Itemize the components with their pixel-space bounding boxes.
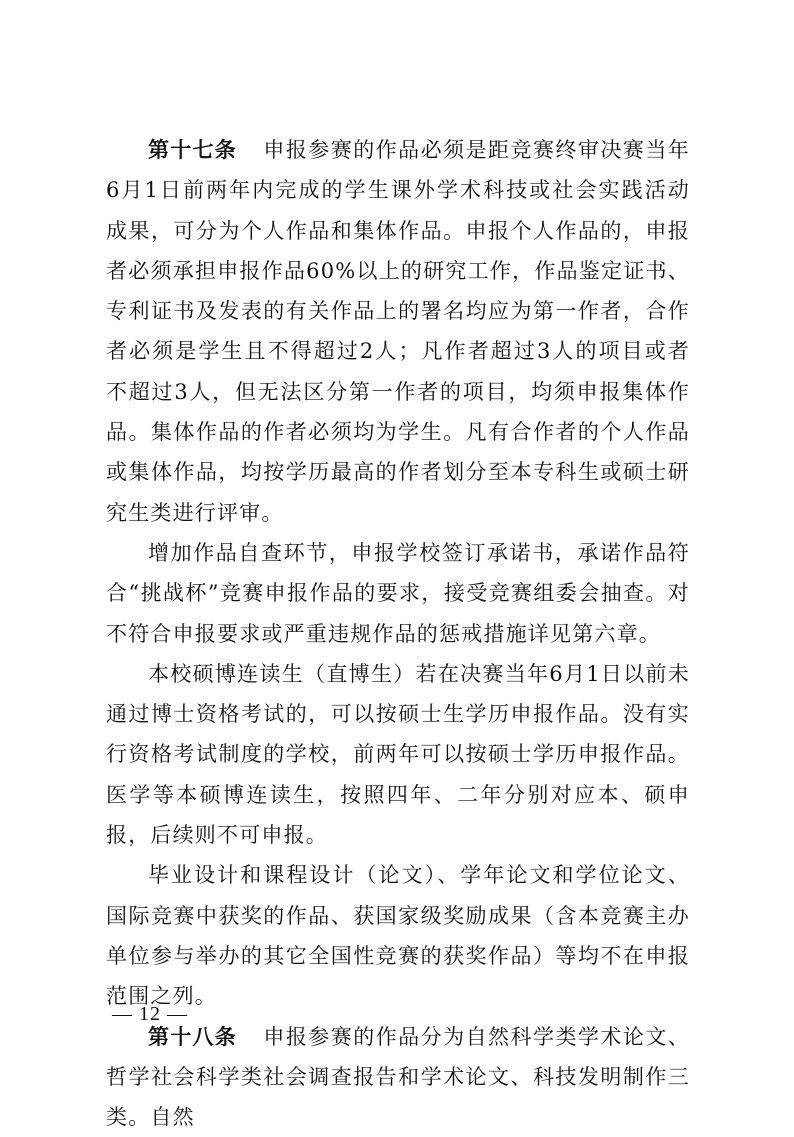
page-number: — 12 — — [112, 1003, 188, 1025]
paragraph-text: 申报参赛的作品必须是距竞赛终审决赛当年6月1日前两年内完成的学生课外学术科技或社会实践活动成果，可分为个人作品和集体作品。申报个人作品的，申报者必须承担申报作品60%以上的研究工作，作品鉴定证书、专利证书及发表的有关作品上的署名均应为第一作者，合作者必须是学生且不得超过2人；凡作者超过3人的项目或者不超过3人，但无法区分第一作者的项目，均须申报集体作品。集体作品的作者必须均为学生。凡有合作者的个人作品或集体作品，均按学历最高的作者划分至本专科生或硕士研究生类进行评审。 — [106, 138, 690, 525]
paragraph-phd-students — [106, 654, 690, 855]
document-body — [106, 130, 690, 1137]
paragraph-text: 本校硕博连读生（直博生）若在决赛当年6月1日以前未通过博士资格考试的，可以按硕士生学历申报作品。没有实行资格考试制度的学校，前两年可以按硕士学历申报作品。医学等本硕博连读生，按照四年、二年分别对应本、硕申报，后续则不可申报。 — [106, 661, 690, 848]
paragraph-text: 增加作品自查环节，申报学校签订承诺书，承诺作品符合“挑战杯”竞赛申报作品的要求，接受竞赛组委会抽查。对不符合申报要求或严重违规作品的惩戒措施详见第六章。 — [106, 540, 690, 646]
paragraph-text: 毕业设计和课程设计（论文）、学年论文和学位论文、国际竞赛中获奖的作品、获国家级奖励成果（含本竞赛主办单位参与举办的其它全国性竞赛的获奖作品）等均不在申报范围之列。 — [106, 863, 690, 1009]
article-heading: 第十七条 — [148, 138, 238, 162]
paragraph-excluded-works — [106, 855, 690, 1016]
paragraph-article-17 — [106, 130, 690, 533]
paragraph-article-18 — [106, 1017, 690, 1137]
paragraph-text: 申报参赛的作品分为自然科学类学术论文、哲学社会科学类社会调查报告和学术论文、科技发明制作三类。自然 — [106, 1024, 690, 1130]
article-heading: 第十八条 — [148, 1024, 238, 1049]
paragraph-self-check — [106, 533, 690, 654]
